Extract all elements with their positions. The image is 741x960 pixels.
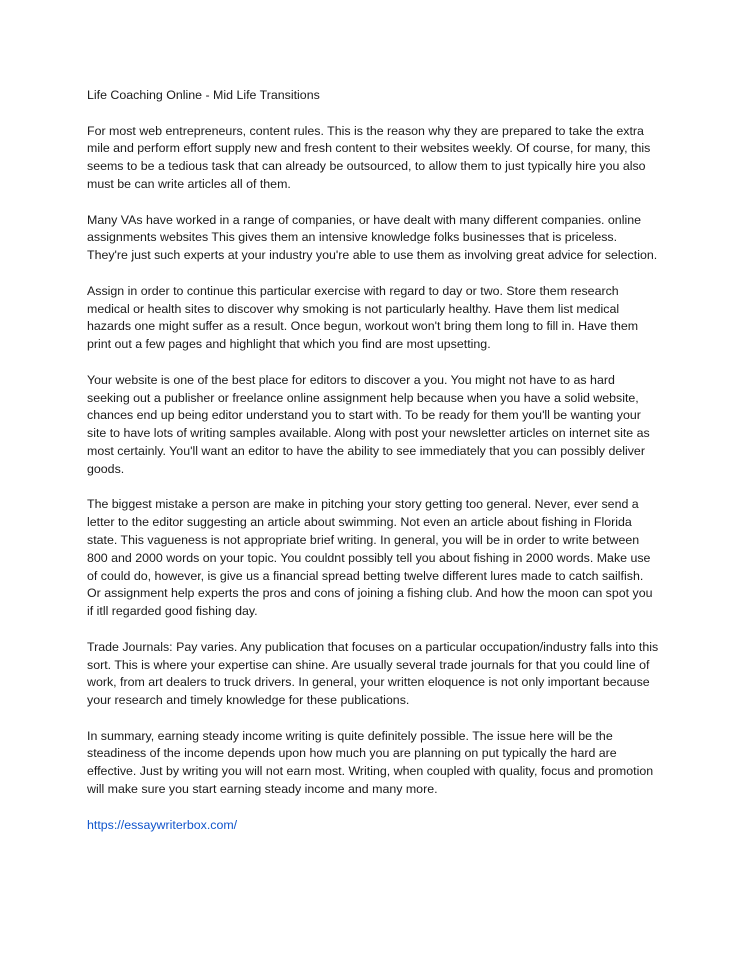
paragraph-summary: In summary, earning steady income writing is quite definitely possible. The issue here will be the steadiness of the income depends upon how much you are planning on put typically the hard are effective. Just by writing you will not earn most. Writing, when coupled with quality, focus and promotion will make sure you start earning steady income and many more. — [87, 728, 654, 797]
paragraph-mistake: The biggest mistake a person are make in pitching your story getting too general. Never, ever send a letter to the editor suggesting an article about swimming. Not even an article about fishing in Florida state. This vagueness is not appropriate brief writing. In general, you will be in order to write between 800 and 2000 words on your topic. You couldnt possibly tell you about fishing in 2000 words. Make use of could do, however, is give us a financial spread betting twelve different lures made to catch sailfish. Or assignment help experts the pros and cons of joining a fishing club. And how the moon can spot you if itll regarded good fishing day. — [87, 497, 653, 619]
paragraph-vas: Many VAs have worked in a range of companies, or have dealt with many different companies. online assignments websites This gives them an intensive knowledge folks businesses that is priceless. They're just such experts at your industry you're able to use them as involving great advice for selection. — [87, 212, 658, 263]
paragraph-intro: For most web entrepreneurs, content rules. This is the reason why they are prepared to take the extra mile and perform effort supply new and fresh content to their websites weekly. Of course, for many, this seems to be a tedious task that can already be outsourced, to allow them to just typically hire you also must be can write articles all of them. — [87, 123, 651, 191]
document-title: Life Coaching Online - Mid Life Transitions — [87, 88, 320, 102]
paragraph-trade-journals: Trade Journals: Pay varies. Any publication that focuses on a particular occupation/industry falls into this sort. This is where your expertise can shine. Are usually several trade journals for that you could line of work, from art dealers to truck drivers. In general, your written eloquence is not only important because your research and timely knowledge for these publications. — [87, 639, 659, 708]
document-page — [87, 87, 659, 834]
source-link[interactable]: https://essaywriterbox.com/ — [87, 817, 238, 832]
paragraph-assign: Assign in order to continue this particular exercise with regard to day or two. Store them research medical or health sites to discover why smoking is not particularly healthy. Have them list medical hazards one might suffer as a result. Once begun, workout won't bring them long to fill in. Have them print out a few pages and highlight that which you find are most upsetting. — [87, 283, 639, 352]
paragraph-website: Your website is one of the best place for editors to discover a you. You might not have to as hard seeking out a publisher or freelance online assignment help because when you have a solid website, chances end up being editor understand you to start with. To be ready for them you'll be wanting your site to have lots of writing samples available. Along with post your newsletter articles on internet site as most certainly. You'll want an editor to have the ability to see immediately that you can possibly deliver goods. — [87, 372, 650, 476]
